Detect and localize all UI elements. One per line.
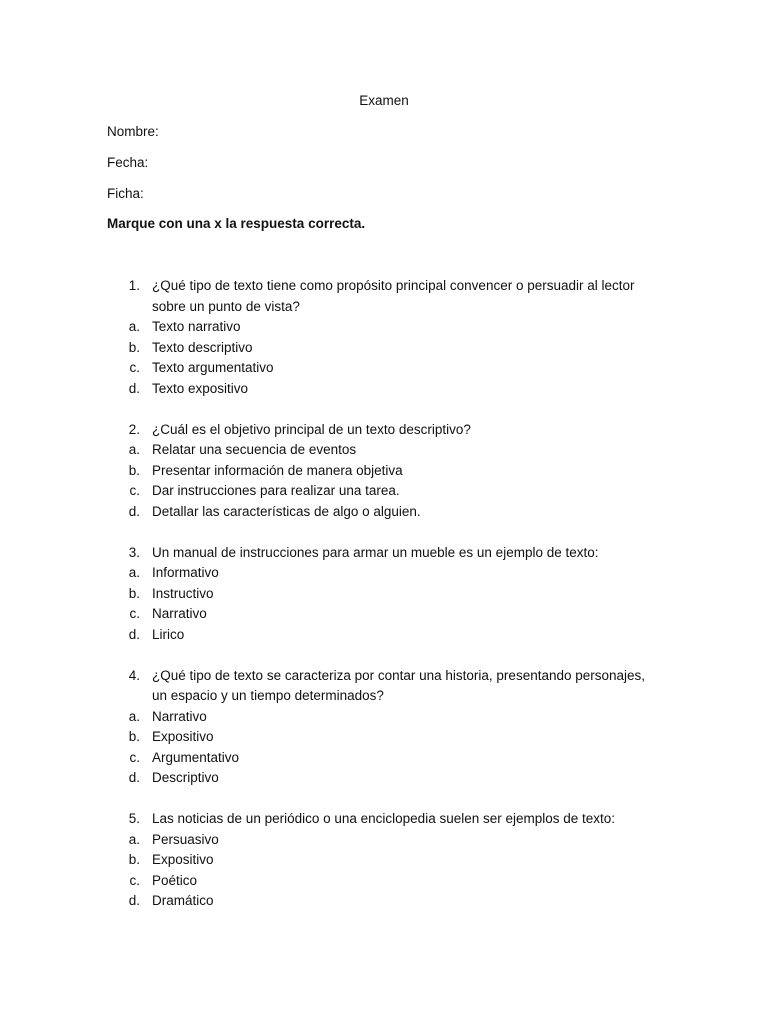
option-letter: d. [128, 626, 140, 642]
option-text: Poético [152, 872, 198, 888]
question-5 [0, 809, 768, 912]
option-letter: a. [128, 319, 140, 334]
fecha-label: Fecha: [107, 155, 149, 170]
option-letter: b. [128, 585, 140, 601]
answer-option[interactable] [0, 891, 768, 912]
option-letter: c. [129, 872, 140, 888]
option-letter: b. [128, 462, 140, 478]
option-text: Informativo [152, 565, 219, 580]
option-text: Narrativo [152, 708, 207, 724]
question-number: 1. [128, 278, 140, 293]
option-letter: b. [128, 852, 140, 867]
answer-option[interactable] [0, 563, 768, 584]
option-letter: c. [129, 749, 140, 765]
question-list [0, 276, 768, 932]
option-letter: c. [129, 606, 140, 621]
question-3 [0, 543, 768, 646]
option-letter: a. [128, 831, 140, 847]
answer-option[interactable] [0, 830, 768, 851]
answer-option[interactable] [0, 481, 768, 502]
question-line [0, 809, 768, 830]
instruction-text: Marque con una x la respuesta correcta. [107, 216, 366, 231]
option-text: Detallar las características de algo o alguien. [152, 503, 421, 519]
question-number: 4. [128, 667, 140, 683]
question-number: 3. [128, 544, 140, 560]
option-text: Texto narrativo [152, 319, 241, 334]
question-1 [0, 276, 768, 399]
option-letter: b. [128, 729, 140, 744]
answer-option[interactable] [0, 379, 768, 400]
option-text: Dramático [152, 893, 214, 908]
question-number: 2. [128, 421, 140, 437]
question-line [0, 420, 768, 441]
answer-option[interactable] [0, 871, 768, 892]
answer-option[interactable] [0, 502, 768, 523]
answer-option[interactable] [0, 768, 768, 789]
option-text: Persuasivo [152, 831, 219, 847]
question-line [0, 276, 768, 297]
answer-option[interactable] [0, 727, 768, 748]
answer-option[interactable] [0, 461, 768, 482]
option-text: Texto expositivo [152, 380, 249, 396]
question-text: sobre un punto de vista? [152, 298, 300, 314]
question-text: Un manual de instrucciones para armar un mueble es un ejemplo de texto: [152, 544, 599, 560]
question-text: un espacio y un tiempo determinados? [152, 688, 384, 703]
option-letter: a. [128, 442, 140, 457]
option-text: Texto descriptivo [152, 339, 253, 355]
question-2 [0, 420, 768, 523]
question-text: ¿Qué tipo de texto se caracteriza por contar una historia, presentando personajes, [152, 667, 646, 683]
option-letter: d. [128, 770, 140, 785]
option-letter: c. [129, 360, 140, 375]
question-text: ¿Qué tipo de texto tiene como propósito principal convencer o persuadir al lector [152, 278, 635, 293]
answer-option[interactable] [0, 317, 768, 338]
option-letter: d. [128, 503, 140, 519]
option-text: Argumentativo [152, 749, 240, 765]
answer-option[interactable] [0, 748, 768, 769]
option-letter: c. [129, 483, 140, 498]
option-letter: d. [128, 380, 140, 396]
answer-option[interactable] [0, 604, 768, 625]
question-text: ¿Cuál es el objetivo principal de un texto descriptivo? [152, 421, 471, 437]
answer-option[interactable] [0, 625, 768, 646]
nombre-label: Nombre: [107, 124, 159, 139]
question-text: Las noticias de un periódico o una enciclopedia suelen ser ejemplos de texto: [152, 811, 616, 826]
option-text: Lirico [152, 626, 185, 642]
option-text: Dar instrucciones para realizar una tarea. [152, 483, 400, 498]
option-text: Descriptivo [152, 770, 219, 785]
question-line [0, 297, 768, 318]
option-letter: a. [128, 565, 140, 580]
ficha-label: Ficha: [107, 186, 144, 201]
question-line [0, 666, 768, 687]
page-title: Examen [359, 93, 409, 108]
question-line [0, 543, 768, 564]
option-text: Expositivo [152, 729, 214, 744]
question-line [0, 686, 768, 707]
option-text: Expositivo [152, 852, 214, 867]
question-4 [0, 666, 768, 789]
answer-option[interactable] [0, 358, 768, 379]
option-text: Presentar información de manera objetiva [152, 462, 403, 478]
answer-option[interactable] [0, 850, 768, 871]
option-text: Texto argumentativo [152, 360, 274, 375]
option-text: Relatar una secuencia de eventos [152, 442, 357, 457]
option-letter: a. [128, 708, 140, 724]
option-text: Narrativo [152, 606, 207, 621]
option-letter: d. [128, 893, 140, 908]
answer-option[interactable] [0, 440, 768, 461]
answer-option[interactable] [0, 584, 768, 605]
question-number: 5. [128, 811, 140, 826]
answer-option[interactable] [0, 338, 768, 359]
answer-option[interactable] [0, 707, 768, 728]
option-text: Instructivo [152, 585, 214, 601]
option-letter: b. [128, 339, 140, 355]
